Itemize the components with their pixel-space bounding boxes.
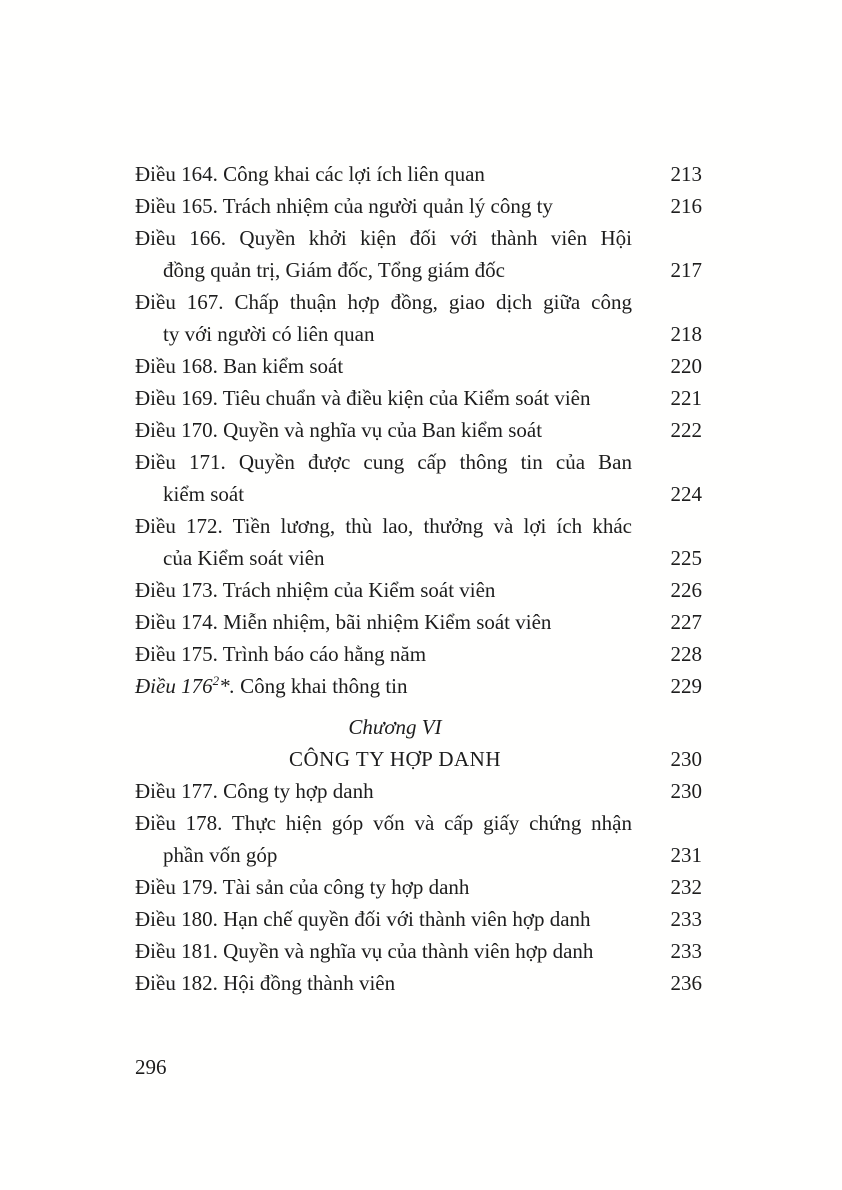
toc-row xyxy=(135,903,702,935)
toc-entry-line: Điều 167. Chấp thuận hợp đồng, giao dịch giữa công xyxy=(135,290,632,314)
chapter-title: CÔNG TY HỢP DANH xyxy=(289,747,501,771)
toc-entry xyxy=(135,903,702,935)
toc-entry-segment: Điều 176 xyxy=(135,674,213,698)
toc-entry xyxy=(135,158,702,190)
chapter-label: Chương VI xyxy=(348,715,442,739)
page-footer xyxy=(135,1051,167,1083)
toc-entry-text: phần vốn góp xyxy=(163,843,278,867)
toc-entry-text: Điều 170. Quyền và nghĩa vụ của Ban kiểm soát xyxy=(135,418,543,442)
toc-entry-page: 220 xyxy=(670,354,702,378)
toc-entry-text: của Kiểm soát viên xyxy=(163,546,325,570)
toc-entry xyxy=(135,606,702,638)
toc-entry-text: Điều 174. Miễn nhiệm, bãi nhiệm Kiểm soát viên xyxy=(135,610,552,634)
toc-entry-page: 233 xyxy=(670,939,702,963)
toc-entry-page: 229 xyxy=(670,674,702,698)
toc-entry xyxy=(135,350,702,382)
toc-entry-page: 236 xyxy=(670,971,702,995)
toc-row xyxy=(135,967,702,999)
toc-entry xyxy=(135,670,702,702)
toc-entry-segment: 2 xyxy=(212,673,220,688)
toc-entry-text: Điều 164. Công khai các lợi ích liên quan xyxy=(135,162,485,186)
toc-entry xyxy=(135,510,702,574)
toc-entry xyxy=(135,382,702,414)
toc-row xyxy=(135,414,702,446)
toc-entry xyxy=(135,871,702,903)
toc-entry-text: kiểm soát xyxy=(163,482,245,506)
toc-row xyxy=(135,606,702,638)
toc-entry xyxy=(135,414,702,446)
toc-row xyxy=(135,158,702,190)
toc-entry xyxy=(135,807,702,871)
page-number: 296 xyxy=(135,1055,167,1079)
toc-row xyxy=(135,478,702,510)
toc-entry xyxy=(135,222,702,286)
toc-row xyxy=(135,670,702,702)
toc-row xyxy=(135,382,702,414)
toc-row xyxy=(135,935,702,967)
toc-entry-page: 226 xyxy=(670,578,702,602)
toc-entry-page: 222 xyxy=(670,418,702,442)
toc-entry-text: Điều 177. Công ty hợp danh xyxy=(135,779,374,803)
toc-list xyxy=(135,158,702,999)
toc-row xyxy=(135,254,702,286)
toc-entry-text: ty với người có liên quan xyxy=(163,322,375,346)
toc-entry-text: Điều 180. Hạn chế quyền đối với thành viên hợp danh xyxy=(135,907,591,931)
toc-row xyxy=(135,743,702,775)
toc-row xyxy=(135,190,702,222)
toc-entry xyxy=(135,574,702,606)
toc-entry-segment: *. xyxy=(219,674,235,698)
toc-entry-page: 228 xyxy=(670,642,702,666)
toc-entry-text: Điều 182. Hội đồng thành viên xyxy=(135,971,396,995)
toc-entry-text xyxy=(135,670,408,702)
toc-entry-page: 216 xyxy=(670,194,702,218)
toc-row xyxy=(135,775,702,807)
toc-chapter xyxy=(135,711,702,775)
toc-row xyxy=(135,350,702,382)
toc-entry-segment: Công khai thông tin xyxy=(234,674,408,698)
toc-entry-page: 221 xyxy=(670,386,702,410)
toc-entry xyxy=(135,190,702,222)
toc-entry-page: 230 xyxy=(670,747,702,771)
toc-entry xyxy=(135,935,702,967)
toc-entry xyxy=(135,967,702,999)
toc-entry-page: 225 xyxy=(670,546,702,570)
toc-entry-text: Điều 181. Quyền và nghĩa vụ của thành viên hợp danh xyxy=(135,939,594,963)
toc-entry-text: Điều 165. Trách nhiệm của người quản lý công ty xyxy=(135,194,553,218)
toc-row xyxy=(135,871,702,903)
toc-entry-line: Điều 166. Quyền khởi kiện đối với thành viên Hội xyxy=(135,226,632,250)
toc-entry-page: 231 xyxy=(670,843,702,867)
toc-entry xyxy=(135,775,702,807)
toc-entry-page: 217 xyxy=(670,258,702,282)
toc-entry-line: Điều 171. Quyền được cung cấp thông tin của Ban xyxy=(135,450,632,474)
toc-entry-text: Điều 173. Trách nhiệm của Kiểm soát viên xyxy=(135,578,496,602)
toc-row xyxy=(135,839,702,871)
toc-entry-text: Điều 168. Ban kiểm soát xyxy=(135,354,344,378)
toc-row xyxy=(135,638,702,670)
toc-entry xyxy=(135,446,702,510)
toc-entry xyxy=(135,638,702,670)
toc-entry-text: Điều 175. Trình báo cáo hằng năm xyxy=(135,642,427,666)
toc-row xyxy=(135,574,702,606)
toc-entry-line: Điều 178. Thực hiện góp vốn và cấp giấy chứng nhận xyxy=(135,811,632,835)
toc-entry-page: 233 xyxy=(670,907,702,931)
toc-entry-page: 230 xyxy=(670,779,702,803)
toc-entry-line: Điều 172. Tiền lương, thù lao, thưởng và lợi ích khác xyxy=(135,514,632,538)
toc-entry-text: đồng quản trị, Giám đốc, Tổng giám đốc xyxy=(163,258,505,282)
toc-entry-text: Điều 179. Tài sản của công ty hợp danh xyxy=(135,875,470,899)
toc-row xyxy=(135,318,702,350)
toc-entry xyxy=(135,286,702,350)
toc-entry-page: 224 xyxy=(670,482,702,506)
toc-entry-page: 218 xyxy=(670,322,702,346)
toc-entry-page: 213 xyxy=(670,162,702,186)
toc-entry-page: 227 xyxy=(670,610,702,634)
toc-entry-page: 232 xyxy=(670,875,702,899)
toc-row xyxy=(135,542,702,574)
toc-entry-text: Điều 169. Tiêu chuẩn và điều kiện của Kiểm soát viên xyxy=(135,386,591,410)
